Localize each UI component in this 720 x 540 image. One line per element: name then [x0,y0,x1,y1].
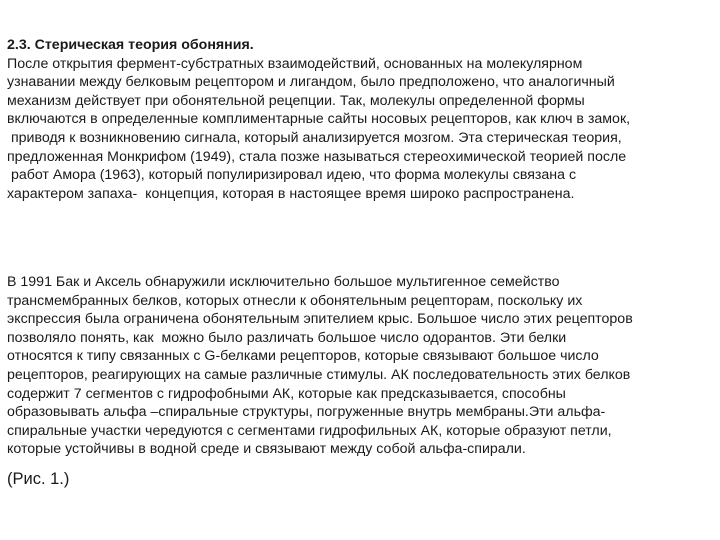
paragraph-line: включаются в определенные комплиментарные сайты носовых рецепторов, как ключ в замок, [7,111,631,128]
paragraph-line: содержит 7 сегментов с гидрофобными АК, которые как предсказывается, способны [7,385,566,402]
section-stereo-theory [7,36,719,203]
paragraph-line: предложенная Монкрифом (1949), стала позже называться стереохимической теорией после [7,148,627,165]
section-receptors-discovery [7,273,719,459]
section-title: 2.3. Стерическая теория обоняния. [7,37,254,53]
paragraph-line: В 1991 Бак и Аксель обнаружили исключительно большое мультигенное семейство [7,274,560,290]
paragraph-line: экспрессия была ограничена обонятельным эпителием крыс. Большое число этих рецепторов [7,311,633,328]
paragraph-line: работ Амора (1963), который популиризировал идею, что форма молекулы связана с [7,167,577,184]
paragraph-line: рецепторов, реагирующих на самые различные стимулы. АК последовательность этих белков [7,366,631,383]
paragraph-line: относятся к типу связанных с G-белками рецепторов, которые связывают большое число [7,348,599,365]
paragraph-line: которые устойчивы в водной среде и связывают между собой альфа-спирали. [7,441,526,458]
paragraph-line: трансмембранных белков, которых отнесли к обонятельным рецепторам, поскольку их [7,292,583,309]
paragraph-line: образовывать альфа –спиральные структуры, погруженные внутрь мембраны.Эти альфа- [7,404,606,421]
paragraph-line: узнавании между белковым рецептором и лигандом, было предположено, что аналогичный [7,74,615,91]
paragraph-line: После открытия фермент-субстратных взаимодействий, основанных на молекулярном [7,55,583,72]
paragraph-line: приводя к возникновению сигнала, который анализируется мозгом. Эта стерическая теория, [7,129,622,146]
paragraph-line: позволяло понять, как можно было различать большое число одорантов. Эти белки [7,329,567,346]
paragraph-line: характером запаха- концепция, которая в настоящее время широко распространена. [7,185,575,202]
paragraph-line: механизм действует при обонятельной рецепции. Так, молекулы определенной формы [7,92,585,109]
paragraph-line: спиральные участки чередуются с сегментами гидрофильных АК, которые образуют петли, [7,422,612,439]
figure-reference: (Рис. 1.) [7,470,70,488]
